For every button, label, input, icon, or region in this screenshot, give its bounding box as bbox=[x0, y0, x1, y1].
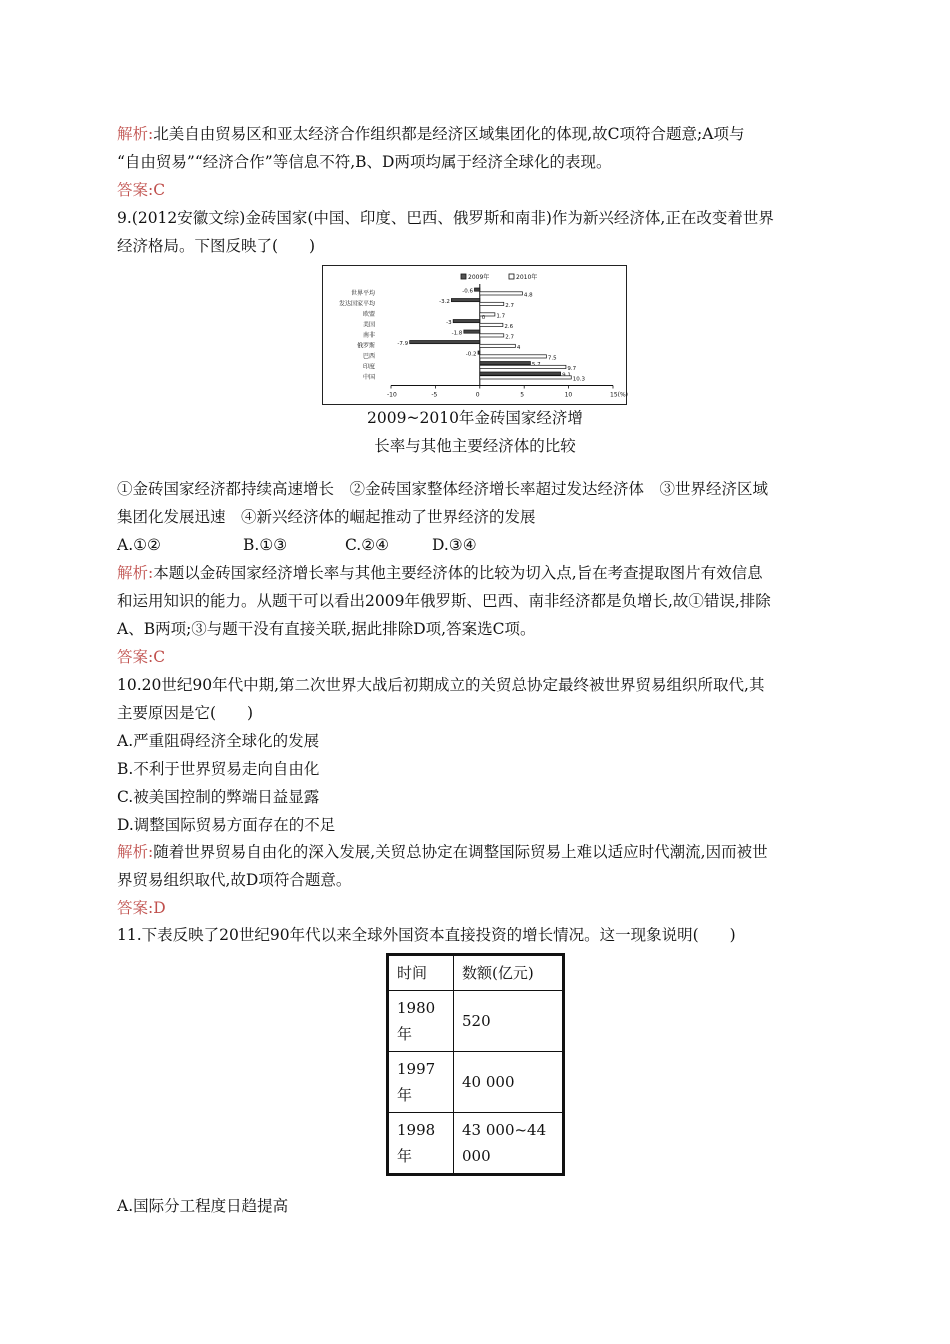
cell-text: 1980 bbox=[397, 999, 436, 1017]
q10-stem-line1: 10.20世纪90年代中期,第二次世界大战后初期成立的关贸总协定最终被世界贸易组织所取代,其 bbox=[117, 676, 765, 694]
data-label: 9.7 bbox=[567, 366, 577, 372]
cell-text: 年 bbox=[397, 1025, 413, 1043]
table-header-cell: 时间 bbox=[388, 955, 454, 991]
table-cell-time bbox=[388, 1052, 454, 1113]
answer-value: D bbox=[153, 899, 166, 917]
q8-analysis-line2: “自由贸易”“经济合作”等信息不符,B、D两项均属于经济全球化的表现。 bbox=[117, 153, 612, 171]
table-header-cell: 数额(亿元) bbox=[454, 955, 564, 991]
data-bar bbox=[480, 365, 566, 368]
answer-value: C bbox=[153, 648, 166, 666]
x-tick-label: -5 bbox=[431, 391, 438, 399]
data-label: -0.6 bbox=[462, 288, 473, 295]
answer-label: 答案: bbox=[117, 181, 154, 199]
fdi-table bbox=[386, 953, 565, 1176]
x-tick-label: 0 bbox=[475, 391, 480, 399]
data-label: 2.7 bbox=[505, 303, 515, 309]
q10-analysis-line2: 界贸易组织取代,故D项符合题意。 bbox=[117, 871, 352, 889]
q10-option-a: A.严重阻碍经济全球化的发展 bbox=[117, 732, 320, 750]
data-bar bbox=[453, 320, 480, 323]
q9-stem-line2: 经济格局。下图反映了( ) bbox=[117, 237, 316, 255]
q10-option-d: D.调整国际贸易方面存在的不足 bbox=[117, 816, 336, 834]
q9-stem-line1: 9.(2012安徽文综)金砖国家(中国、印度、巴西、俄罗斯和南非)作为新兴经济体,正在改变着世界 bbox=[117, 209, 774, 227]
analysis-label: 解析: bbox=[117, 843, 154, 861]
category-label: 俄罗斯 bbox=[356, 342, 375, 350]
analysis-text: 随着世界贸易自由化的深入发展,关贸总协定在调整国际贸易上难以适应时代潮流,因而被世 bbox=[153, 843, 768, 861]
data-label: -7.9 bbox=[397, 341, 409, 348]
data-bar bbox=[480, 372, 561, 375]
data-label: -0.2 bbox=[465, 351, 477, 358]
analysis-text: 本题以金砖国家经济增长率与其他主要经济体的比较为切入点,旨在考查提取图片有效信息 bbox=[153, 564, 763, 582]
category-label: 世界平均 bbox=[350, 290, 375, 297]
q10-stem-line2: 主要原因是它( ) bbox=[117, 704, 254, 722]
category-label: 中国 bbox=[362, 374, 375, 381]
table-row bbox=[388, 1113, 564, 1175]
analysis-text: 北美自由贸易区和亚太经济合作组织都是经济区域集团化的体现,故C项符合题意;A项与 bbox=[153, 125, 745, 143]
q8-analysis-line1 bbox=[117, 124, 744, 144]
category-label: 南非 bbox=[362, 332, 375, 339]
cell-text: 40 000 bbox=[462, 1073, 515, 1091]
table-cell-amount bbox=[454, 1113, 564, 1175]
data-label: 0 bbox=[481, 315, 486, 321]
data-bar bbox=[478, 351, 480, 354]
cell-text: 年 bbox=[397, 1147, 413, 1165]
growth-rate-chart bbox=[322, 265, 627, 405]
legend-label: 2010年 bbox=[516, 274, 538, 281]
category-label: 印度 bbox=[362, 363, 375, 371]
q10-option-c: C.被美国控制的弊端日益显露 bbox=[117, 788, 320, 806]
table-row bbox=[388, 991, 564, 1052]
data-label: 4 bbox=[516, 345, 521, 351]
data-bar bbox=[474, 288, 479, 291]
q9-statements-line2: 集团化发展迅速 ④新兴经济体的崛起推动了世界经济的发展 bbox=[117, 508, 536, 526]
chart-caption-line2: 长率与其他主要经济体的比较 bbox=[374, 437, 576, 455]
data-label: 2.6 bbox=[504, 324, 514, 330]
chart-caption-line1: 2009~2010年金砖国家经济增 bbox=[367, 409, 583, 427]
legend-swatch bbox=[509, 274, 514, 279]
option-c: C.②④ bbox=[345, 536, 390, 554]
q9-statements-line1: ①金砖国家经济都持续高速增长 ②金砖国家整体经济增长率超过发达经济体 ③世界经济区域 bbox=[117, 480, 769, 498]
legend-label: 2009年 bbox=[468, 274, 490, 281]
data-bar bbox=[480, 355, 547, 358]
data-bar bbox=[451, 299, 479, 302]
data-label: -3.2 bbox=[439, 299, 450, 306]
q11-option-a: A.国际分工程度日趋提高 bbox=[117, 1197, 289, 1215]
option-a: A.①② bbox=[117, 536, 161, 554]
data-bar bbox=[480, 334, 504, 337]
data-label: 4.8 bbox=[523, 292, 533, 299]
data-label: 2.7 bbox=[505, 334, 515, 341]
table-cell-time bbox=[388, 1113, 454, 1175]
data-bar bbox=[480, 302, 504, 305]
q9-analysis-line2: 和运用知识的能力。从题干可以看出2009年俄罗斯、巴西、南非经济都是负增长,故①错误,排除 bbox=[117, 592, 771, 610]
chart-svg bbox=[323, 266, 628, 406]
cell-text: 000 bbox=[462, 1147, 491, 1165]
table-cell-amount bbox=[454, 991, 564, 1052]
x-tick-label: 10 bbox=[564, 391, 573, 399]
data-label: 7.5 bbox=[547, 355, 557, 362]
x-tick-label: 15(%) bbox=[610, 391, 628, 399]
data-bar bbox=[480, 323, 503, 326]
q9-answer bbox=[117, 647, 165, 667]
data-bar bbox=[480, 292, 523, 295]
q9-analysis-line3: A、B两项;③与题干没有直接关联,据此排除D项,答案选C项。 bbox=[117, 620, 536, 638]
analysis-label: 解析: bbox=[117, 564, 154, 582]
data-bar bbox=[464, 330, 480, 333]
category-label: 巴西 bbox=[362, 353, 375, 360]
table-cell-time bbox=[388, 991, 454, 1052]
table-row bbox=[388, 1052, 564, 1113]
category-label: 发达国家平均 bbox=[338, 300, 375, 308]
x-tick-label: -10 bbox=[387, 391, 397, 399]
cell-text: 1998 bbox=[397, 1121, 436, 1139]
data-label: -3 bbox=[446, 320, 452, 327]
data-bar bbox=[480, 376, 571, 379]
data-bar bbox=[480, 344, 516, 347]
q10-analysis-line1 bbox=[117, 842, 768, 862]
analysis-label: 解析: bbox=[117, 125, 154, 143]
data-label: 1.7 bbox=[496, 313, 506, 320]
q9-analysis-line1 bbox=[117, 563, 763, 583]
data-label: 10.3 bbox=[572, 376, 586, 383]
data-bar bbox=[410, 341, 480, 344]
table-cell-amount bbox=[454, 1052, 564, 1113]
answer-value: C bbox=[153, 181, 166, 199]
answer-label: 答案: bbox=[117, 899, 154, 917]
cell-text: 1997 bbox=[397, 1060, 436, 1078]
q10-option-b: B.不利于世界贸易走向自由化 bbox=[117, 760, 320, 778]
legend-swatch bbox=[461, 274, 466, 279]
option-d: D.③④ bbox=[432, 536, 477, 554]
data-bar bbox=[480, 362, 531, 365]
data-label: -1.8 bbox=[451, 330, 463, 337]
q11-stem: 11.下表反映了20世纪90年代以来全球外国资本直接投资的增长情况。这一现象说明( ) bbox=[117, 926, 736, 944]
q8-answer bbox=[117, 180, 165, 200]
category-label: 美国 bbox=[362, 321, 375, 329]
cell-text: 43 000~44 bbox=[462, 1121, 547, 1139]
cell-text: 年 bbox=[397, 1086, 413, 1104]
cell-text: 520 bbox=[462, 1012, 491, 1030]
category-label: 欧盟 bbox=[362, 311, 375, 318]
table-header-row bbox=[388, 955, 564, 991]
option-b: B.①③ bbox=[243, 536, 288, 554]
answer-label: 答案: bbox=[117, 648, 154, 666]
q10-answer bbox=[117, 898, 166, 918]
x-tick-label: 5 bbox=[520, 391, 525, 399]
